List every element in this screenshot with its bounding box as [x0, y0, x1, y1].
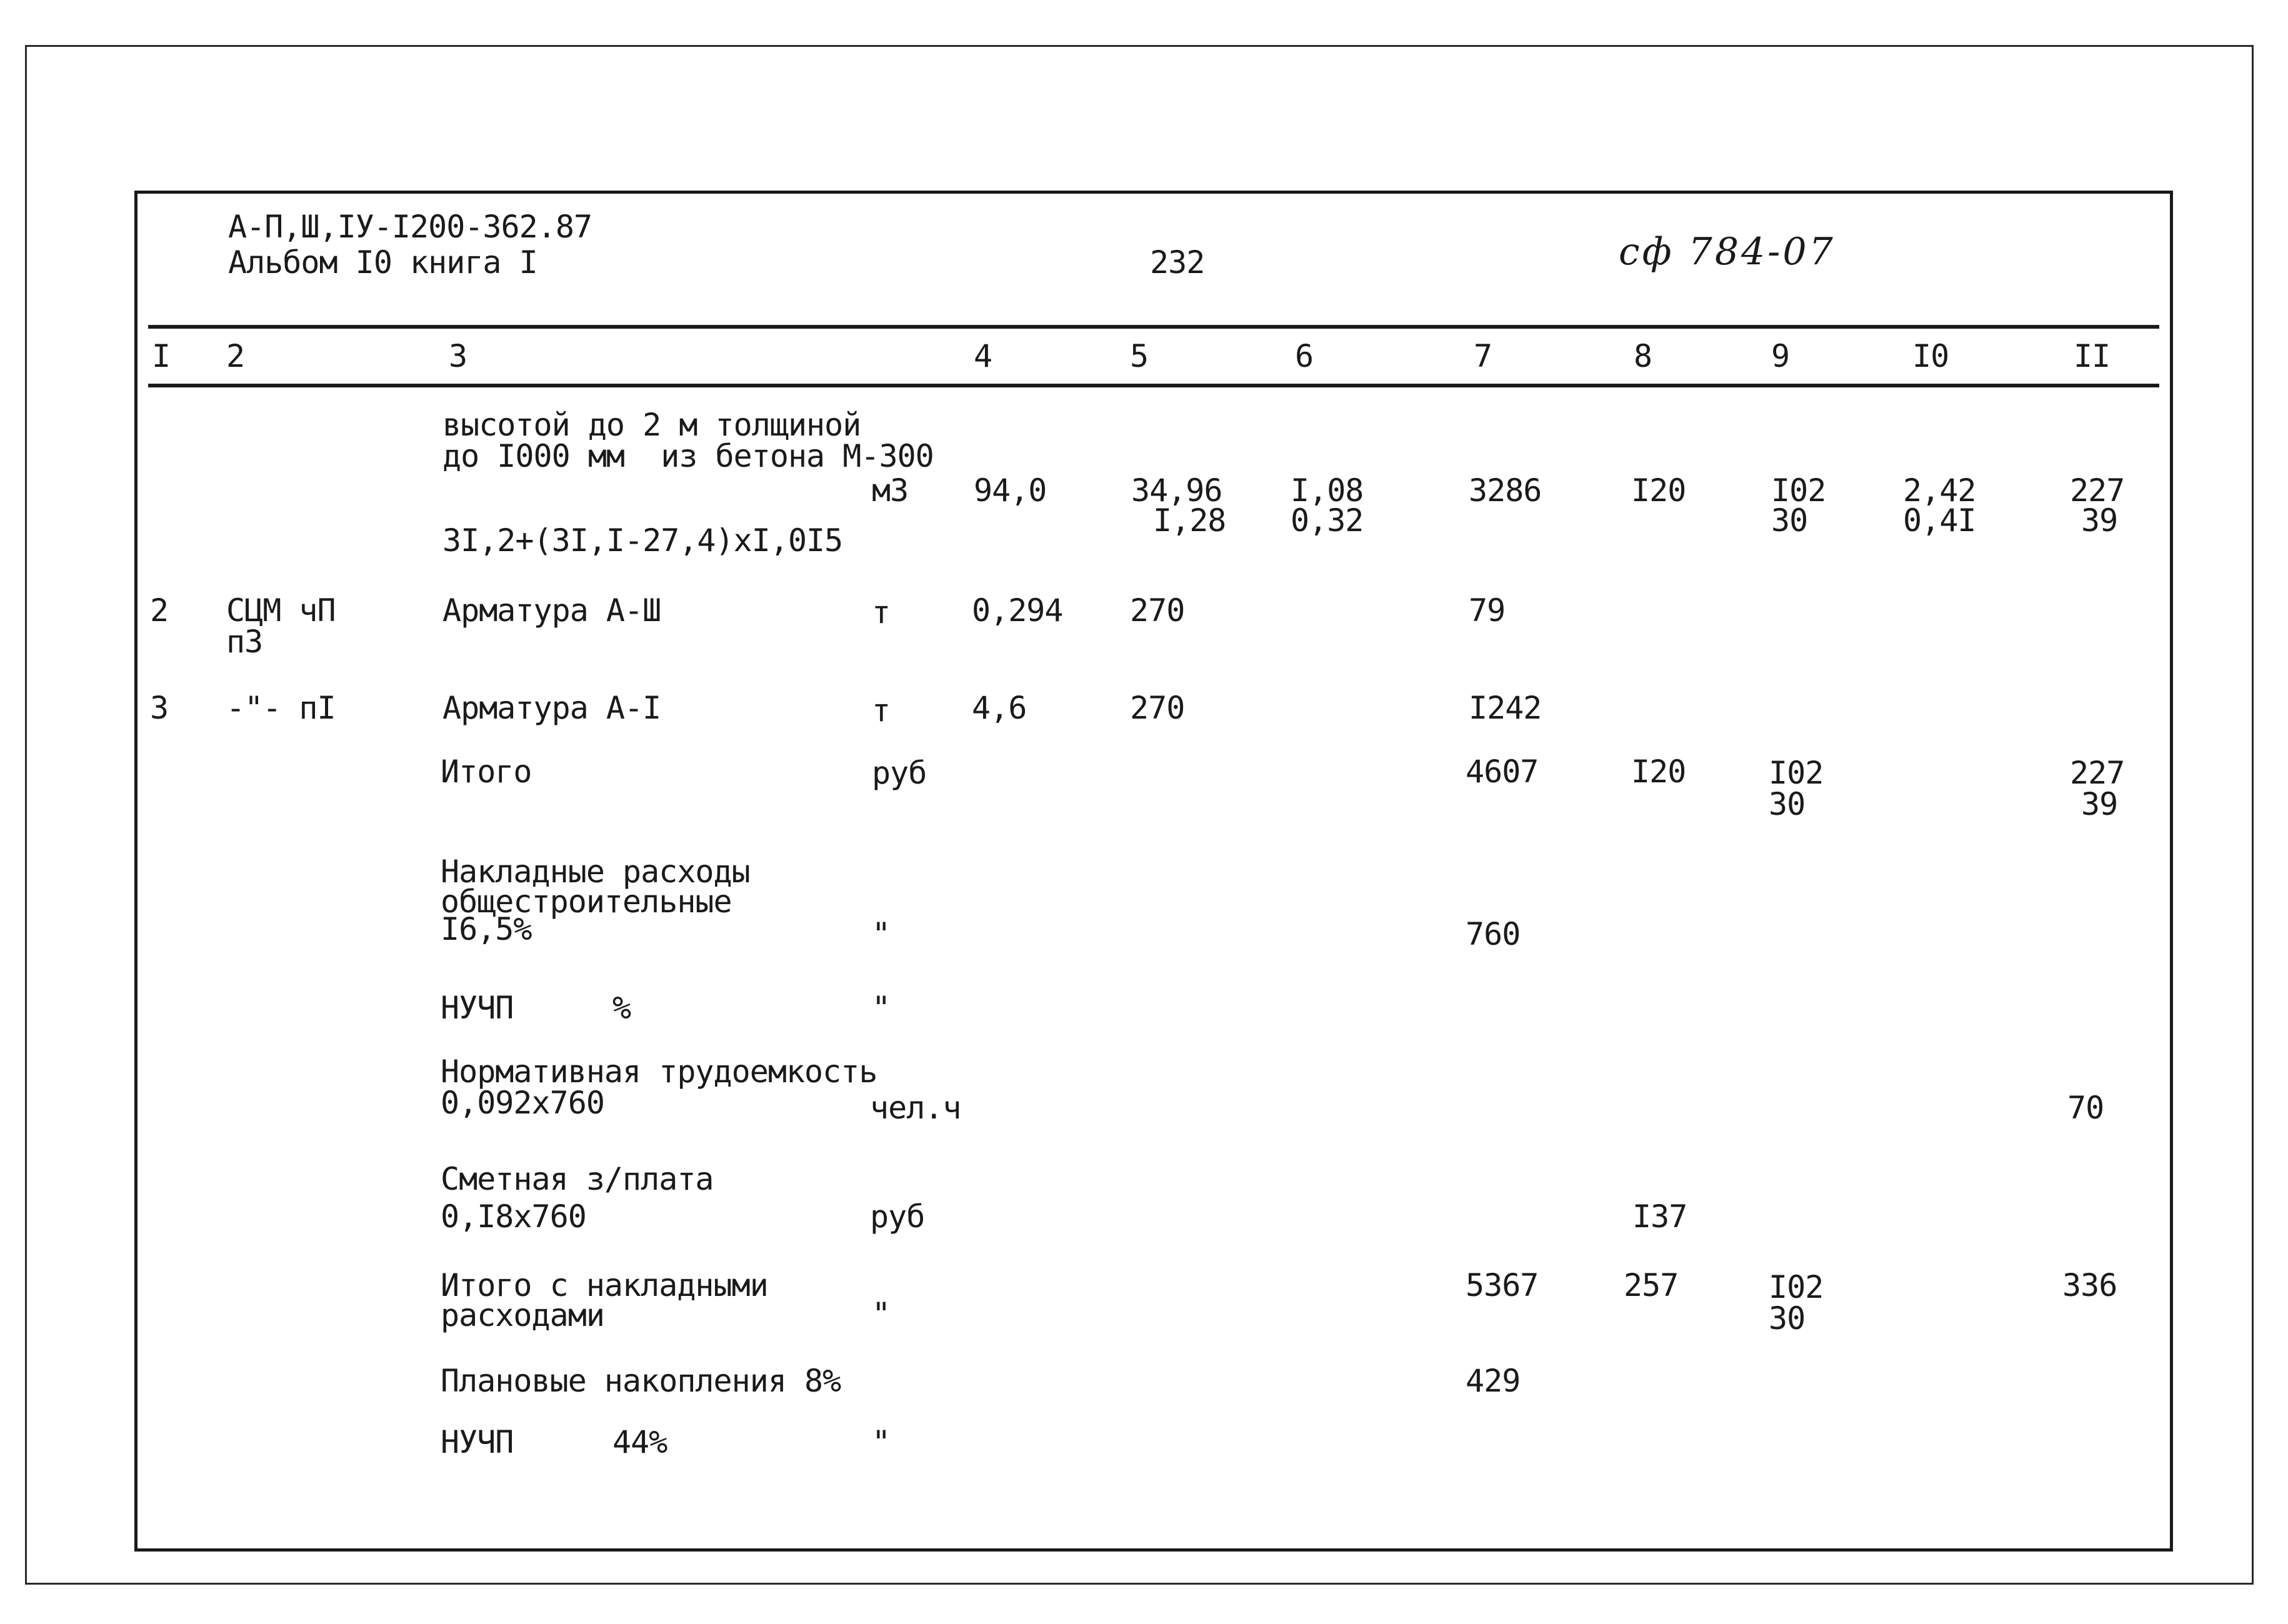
row3-quantity: 4,6 [972, 690, 1027, 726]
overhead-unit: " [872, 916, 891, 952]
subtotal-col11-line2: 39 [2081, 786, 2118, 822]
subtotal-label: Итого [441, 754, 532, 790]
total-with-overhead-col11: 336 [2062, 1267, 2117, 1303]
nuchp-unit-2: " [872, 1424, 891, 1460]
page-number: 232 [1150, 244, 1205, 281]
row3-name: Арматура А-I [442, 690, 661, 726]
row3-price: 270 [1130, 690, 1185, 726]
row2-total: 79 [1469, 592, 1506, 629]
row2-number: 2 [150, 592, 169, 629]
subtotal-col9-line2: 30 [1769, 786, 1806, 822]
column-header-5: 5 [1130, 338, 1149, 374]
row2-price: 270 [1130, 592, 1185, 629]
subtotal-col8: I20 [1631, 754, 1686, 790]
column-header-3: 3 [449, 338, 467, 374]
row3-number: 3 [150, 690, 169, 726]
row1-col5-line2: I,28 [1153, 502, 1226, 539]
column-header-10: I0 [1912, 338, 1949, 374]
overhead-label-line3: I6,5% [441, 911, 532, 947]
column-header-9: 9 [1771, 338, 1790, 374]
row1-col6-line1: I,08 [1291, 472, 1364, 509]
row2-quantity: 0,294 [972, 592, 1063, 629]
wage-label-line2: 0,I8x760 [441, 1198, 586, 1235]
planned-savings-label: Плановые накопления 8% [441, 1363, 841, 1399]
wage-unit: руб [870, 1198, 925, 1235]
album-title: Альбом I0 книга I [228, 244, 537, 281]
subtotal-unit: руб [872, 755, 927, 791]
column-header-8: 8 [1634, 338, 1652, 374]
wage-col8: I37 [1632, 1198, 1687, 1235]
planned-savings-col7: 429 [1466, 1363, 1521, 1399]
row2-unit: т [872, 594, 891, 630]
row1-col10-line2: 0,4I [1903, 502, 1976, 539]
total-with-overhead-line2: расходами [441, 1297, 604, 1333]
row1-col10-line1: 2,42 [1903, 472, 1976, 509]
total-with-overhead-line1: Итого с накладными [441, 1267, 768, 1303]
labor-norm-line2: 0,092x760 [441, 1085, 604, 1121]
row3-unit: т [872, 692, 891, 729]
labor-norm-col11: 70 [2067, 1090, 2104, 1126]
column-header-7: 7 [1474, 338, 1492, 374]
overhead-label-line2: общестроительные [441, 884, 732, 920]
header-top-rule [148, 325, 2159, 329]
total-with-overhead-col9-line2: 30 [1769, 1300, 1806, 1337]
total-with-overhead-col8: 257 [1624, 1267, 1679, 1303]
column-header-4: 4 [974, 338, 992, 374]
row1-col9-line2: 30 [1771, 502, 1808, 539]
subtotal-col9-line1: I02 [1769, 755, 1824, 791]
total-with-overhead-unit: " [872, 1296, 891, 1332]
column-header-2: 2 [226, 338, 245, 374]
wage-label-line1: Сметная з/плата [441, 1161, 714, 1197]
column-header-1: I [152, 338, 171, 374]
subtotal-col11-line1: 227 [2070, 755, 2125, 791]
row1-col5-line1: 34,96 [1131, 472, 1222, 509]
row1-quantity: 94,0 [974, 472, 1047, 509]
row1-name-line2: до I000 мм из бетона М-300 [442, 438, 934, 474]
row1-unit: м3 [872, 472, 909, 509]
row1-col11-line2: 39 [2081, 502, 2118, 539]
overhead-label-line1: Накладные расходы [441, 854, 750, 890]
row1-name-line1: высотой до 2 м толщиной [442, 407, 861, 443]
row1-col6-line2: 0,32 [1291, 502, 1364, 539]
nuchp-label-1: НУЧП [441, 990, 514, 1026]
row3-code: -"- пI [226, 690, 336, 726]
header-bottom-rule [148, 384, 2159, 387]
row1-formula: 3I,2+(3I,I-27,4)xI,0I5 [442, 522, 843, 559]
total-with-overhead-col9-line1: I02 [1769, 1269, 1824, 1305]
nuchp-unit-1: " [872, 990, 891, 1026]
overhead-col7: 760 [1466, 916, 1521, 952]
column-header-11: II [2074, 338, 2111, 374]
total-with-overhead-col7: 5367 [1466, 1267, 1539, 1303]
row3-total: I242 [1469, 690, 1542, 726]
row2-code-line2: п3 [226, 624, 263, 660]
nuchp-label-2: НУЧП [441, 1424, 514, 1460]
labor-norm-line1: Нормативная трудоемкость [441, 1054, 877, 1090]
nuchp-percent-2: 44% [612, 1424, 667, 1460]
document-code: А-П,Ш,IУ-I200-362.87 [228, 209, 592, 245]
row1-col7: 3286 [1469, 472, 1542, 509]
column-header-6: 6 [1295, 338, 1314, 374]
subtotal-col7: 4607 [1466, 754, 1539, 790]
row1-col8: I20 [1631, 472, 1686, 509]
handwritten-reference: сф 784-07 [1619, 230, 1836, 274]
labor-norm-unit: чел.ч [870, 1090, 961, 1126]
row2-code-line1: СЦМ чП [226, 592, 336, 629]
row1-col9-line1: I02 [1771, 472, 1826, 509]
row1-col11-line1: 227 [2070, 472, 2125, 509]
row2-name: Арматура А-Ш [442, 592, 661, 629]
nuchp-percent-1: % [612, 990, 631, 1026]
